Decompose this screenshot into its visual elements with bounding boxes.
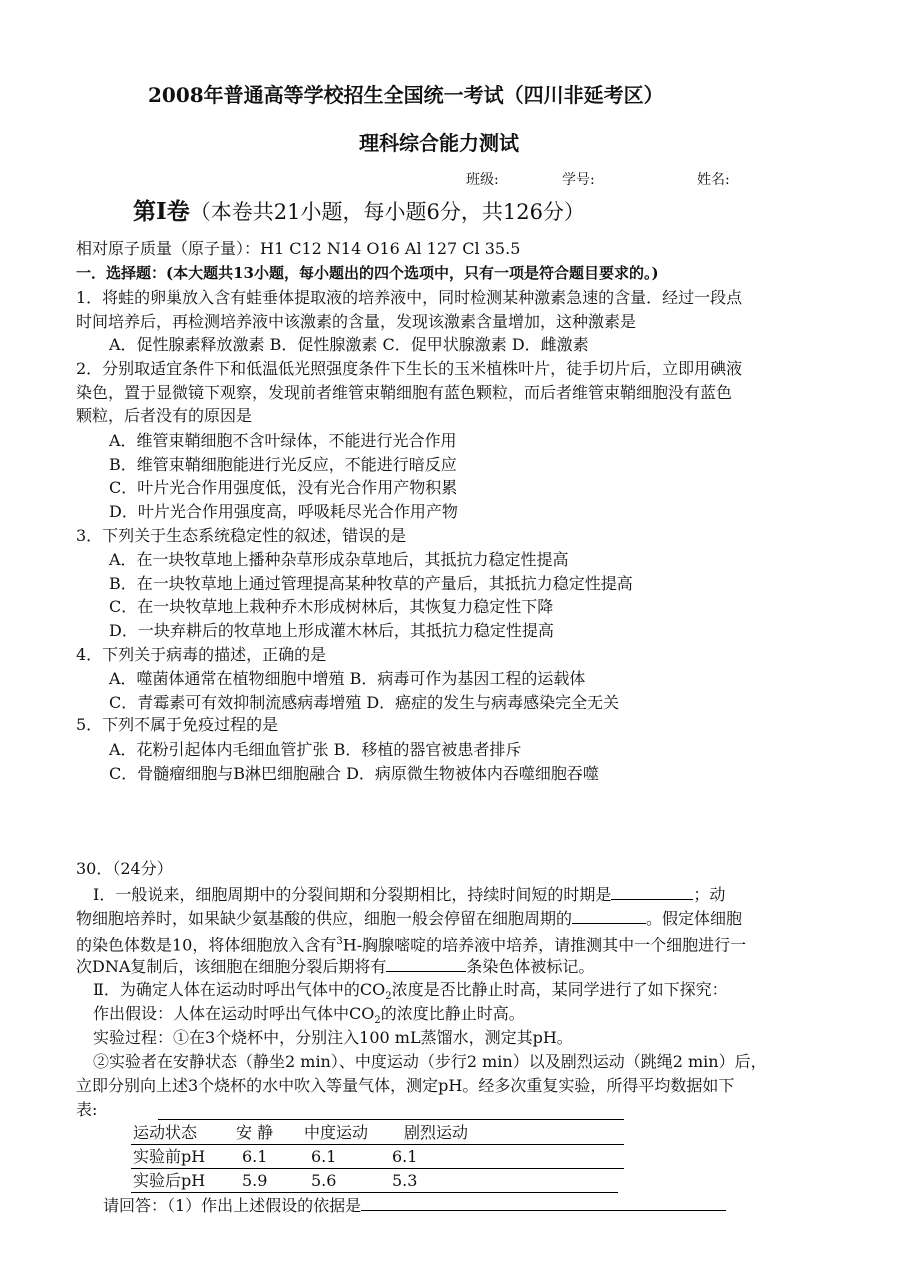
table-cell: 实验后pH bbox=[133, 1171, 206, 1190]
table-cell: 6.1 bbox=[311, 1147, 337, 1166]
q5-options-ab: A．花粉引起体内毛细血管扩张 B．移植的器官被患者排斥 bbox=[109, 740, 522, 759]
table-cell: 实验前pH bbox=[133, 1147, 206, 1166]
answer-blank-2[interactable] bbox=[572, 907, 646, 924]
choice-heading: 一．选择题：(本大题共13小题，每小题出的四个选项中，只有一项是符合题目要求的。) bbox=[76, 264, 659, 282]
superscript-3: 3 bbox=[336, 936, 343, 947]
table-header: 安 静 bbox=[236, 1123, 274, 1142]
q4-stem: 4．下列关于病毒的描述，正确的是 bbox=[76, 645, 327, 664]
q1-stem-line2: 时间培养后，再检测培养液中该激素的含量，发现该激素含量增加，这种激素是 bbox=[76, 312, 637, 331]
table-cell: 5.6 bbox=[311, 1171, 337, 1190]
q30-text: 的浓度比静止时高。 bbox=[380, 1004, 525, 1023]
q2-option-c: C．叶片光合作用强度低，没有光合作用产物积累 bbox=[109, 478, 458, 497]
q2-stem-line1: 2．分别取适宜条件下和低温低光照强度条件下生长的玉米植株叶片，徒手切片后，立即用碘液 bbox=[76, 359, 743, 378]
student-number-label: 学号: bbox=[562, 172, 595, 188]
q30-text: Ⅱ．为确定人体在运动时呼出气体中的CO bbox=[93, 980, 386, 999]
q30-text: 物细胞培养时，如果缺少氨基酸的供应，细胞一般会停留在细胞周期的 bbox=[76, 909, 573, 928]
table-rule-header bbox=[131, 1144, 624, 1145]
q30-text: 请回答：（1）作出上述假设的依据是 bbox=[103, 1196, 362, 1215]
q1-options: A．促性腺素释放激素 B．促性腺激素 C．促甲状腺激素 D．雌激素 bbox=[109, 335, 589, 354]
q5-options-cd: C．骨髓瘤细胞与B淋巴细胞融合 D．病原微生物被体内吞噬细胞吞噬 bbox=[109, 764, 599, 783]
section-heading bbox=[133, 198, 585, 225]
table-rule-middle bbox=[131, 1168, 624, 1169]
q30-procedure-3: 立即分别向上述3个烧杯的水中吹入等量气体，测定pH。经多次重复实验，所得平均数据如下 bbox=[76, 1076, 735, 1095]
q30-procedure-1: 实验过程：①在3个烧杯中，分别注入100 mL蒸馏水，测定其pH。 bbox=[93, 1028, 573, 1047]
subscript-2: 2 bbox=[374, 1015, 381, 1027]
answer-blank-1[interactable] bbox=[611, 883, 693, 900]
q30-procedure-2: ②实验者在安静状态（静坐2 min）、中度运动（步行2 min）以及剧烈运动（跳绳2 min）后， bbox=[93, 1052, 767, 1071]
q30-procedure-4: 表: bbox=[76, 1100, 98, 1119]
exam-title: 2008年普通高等学校招生全国统一考试（四川非延考区） bbox=[148, 83, 664, 107]
table-cell: 6.1 bbox=[392, 1147, 418, 1166]
q30-text: 作出假设：人体在运动时呼出气体中CO bbox=[93, 1004, 375, 1023]
q30-heading: 30．（24分） bbox=[76, 859, 173, 878]
q30-para1-line1 bbox=[93, 883, 725, 906]
q4-options-ab: A．噬菌体通常在植物细胞中增殖 B．病毒可作为基因工程的运载体 bbox=[109, 669, 586, 688]
q1-stem-line1: 1．将蛙的卵巢放入含有蛙垂体提取液的培养液中，同时检测某种激素急速的含量．经过一段点 bbox=[76, 288, 743, 307]
q3-option-c: C．在一块牧草地上栽种乔木形成树林后，其恢复力稳定性下降 bbox=[109, 597, 554, 616]
q30-text: 条染色体被标记。 bbox=[466, 957, 595, 976]
table-cell: 5.9 bbox=[242, 1171, 268, 1190]
q30-text: 次DNA复制后，该细胞在细胞分裂后期将有 bbox=[76, 957, 387, 976]
q30-text: 。假定体细胞 bbox=[646, 909, 743, 928]
q3-option-d: D．一块弃耕后的牧草地上形成灌木林后，其抵抗力稳定性提高 bbox=[109, 621, 554, 640]
q30-text: ；动 bbox=[693, 885, 726, 904]
q30-para1-line2 bbox=[76, 907, 742, 930]
section-description: （本卷共21小题，每小题6分，共126分） bbox=[189, 200, 585, 224]
q5-stem: 5．下列不属于免疫过程的是 bbox=[76, 715, 279, 734]
q4-options-cd: C．青霉素可有效抑制流感病毒增殖 D．癌症的发生与病毒感染完全无关 bbox=[109, 693, 620, 712]
exam-subtitle: 理科综合能力测试 bbox=[359, 131, 519, 155]
q30-text: Ⅰ．一般说来，细胞周期中的分裂间期和分裂期相比，持续时间短的时期是 bbox=[93, 885, 612, 904]
name-label: 姓名: bbox=[697, 172, 730, 188]
atomic-mass-line: 相对原子质量（原子量）：H1 C12 N14 O16 Al 127 Cl 35.5 bbox=[76, 239, 521, 258]
q2-option-a: A．维管束鞘细胞不含叶绿体，不能进行光合作用 bbox=[109, 431, 457, 450]
table-header: 中度运动 bbox=[304, 1123, 369, 1142]
answer-blank-4[interactable] bbox=[361, 1194, 726, 1211]
q30-text: H-胸腺嘧啶的培养液中培养，请推测其中一个细胞进行一 bbox=[342, 935, 747, 955]
table-cell: 5.3 bbox=[392, 1171, 418, 1190]
q30-answer-prompt bbox=[103, 1194, 726, 1217]
class-label: 班级: bbox=[466, 172, 499, 188]
q3-stem: 3．下列关于生态系统稳定性的叙述，错误的是 bbox=[76, 526, 407, 545]
q30-para1-line4 bbox=[76, 955, 594, 978]
q3-option-a: A．在一块牧草地上播种杂草形成杂草地后，其抵抗力稳定性提高 bbox=[109, 550, 569, 569]
table-cell: 6.1 bbox=[242, 1147, 268, 1166]
table-rule-bottom bbox=[131, 1192, 618, 1193]
q30-text: 浓度是否比静止时高，某同学进行了如下探究： bbox=[391, 980, 728, 999]
q3-option-b: B．在一块牧草地上通过管理提高某种牧草的产量后，其抵抗力稳定性提高 bbox=[109, 574, 633, 593]
q2-option-d: D．叶片光合作用强度高，呼吸耗尽光合作用产物 bbox=[109, 502, 458, 521]
answer-blank-3[interactable] bbox=[386, 955, 466, 972]
table-header: 运动状态 bbox=[133, 1123, 198, 1142]
subscript-2: 2 bbox=[385, 991, 392, 1003]
q2-option-b: B．维管束鞘细胞能进行光反应，不能进行暗反应 bbox=[109, 455, 457, 474]
q30-para1-line3 bbox=[76, 931, 746, 956]
q30-text: 的染色体数是10，将体细胞放入含有 bbox=[76, 935, 337, 955]
q2-stem-line3: 颗粒，后者没有的原因是 bbox=[76, 406, 253, 425]
table-header: 剧烈运动 bbox=[404, 1123, 469, 1142]
q2-stem-line2: 染色，置于显微镜下观察，发现前者维管束鞘细胞有蓝色颗粒，而后者维管束鞘细胞没有蓝色 bbox=[76, 383, 733, 402]
section-title: 第Ⅰ卷 bbox=[133, 198, 190, 225]
table-rule-top bbox=[158, 1119, 624, 1120]
